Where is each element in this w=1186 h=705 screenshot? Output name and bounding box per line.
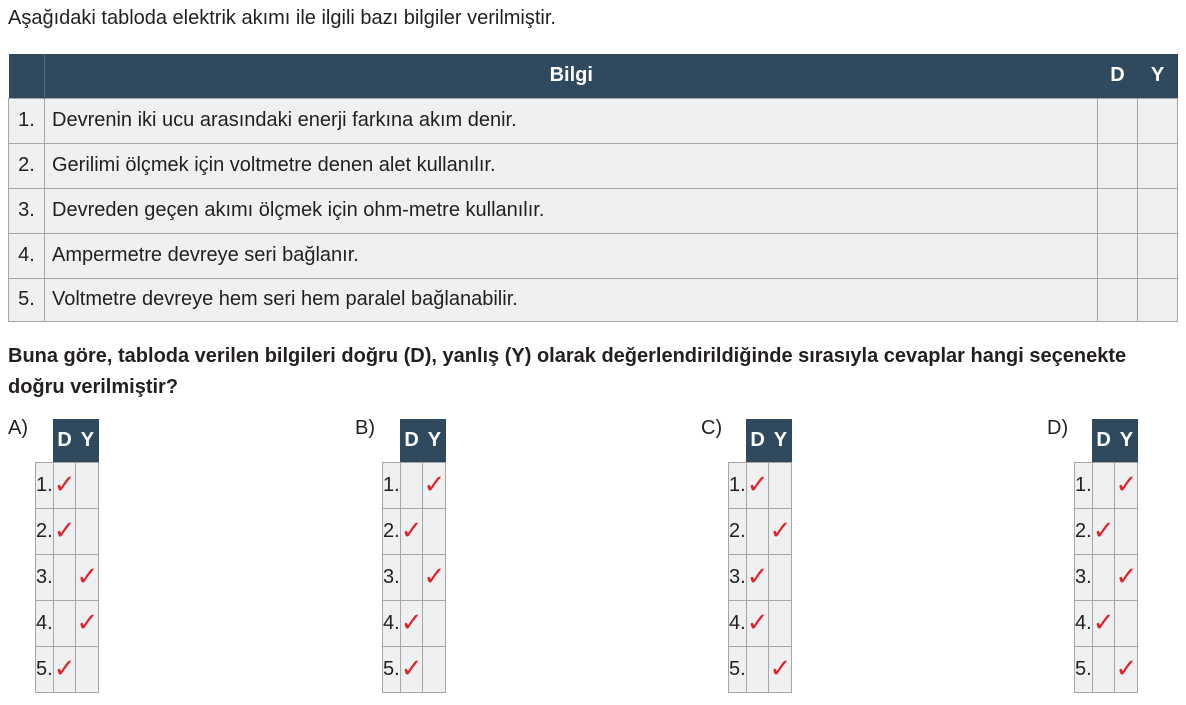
y-answer-cell[interactable] (1138, 98, 1178, 143)
check-mark-icon: ✓ (53, 653, 76, 684)
y-column-header: Y (769, 419, 792, 462)
y-answer-cell[interactable] (1138, 278, 1178, 321)
y-answer-cell (423, 600, 446, 646)
y-answer-cell (769, 508, 792, 554)
row-number: 4. (729, 600, 747, 646)
y-answer-cell (423, 554, 446, 600)
d-column-header: D (400, 419, 423, 462)
check-mark-icon: ✓ (53, 469, 76, 500)
y-answer-cell (76, 508, 99, 554)
table-row (9, 98, 1178, 143)
table-row (36, 508, 99, 554)
d-answer-cell[interactable] (1098, 188, 1138, 233)
table-row (36, 646, 99, 692)
check-mark-icon: ✓ (76, 607, 99, 638)
empty-header-cell (36, 419, 54, 462)
statement-text: Gerilimi ölçmek için voltmetre denen alet kullanılır. (45, 143, 1098, 188)
check-mark-icon: ✓ (400, 607, 423, 638)
row-number: 1. (729, 462, 747, 508)
d-answer-cell (53, 646, 76, 692)
option-letter: A) (8, 417, 28, 439)
d-answer-cell[interactable] (1098, 278, 1138, 321)
empty-header-cell (729, 419, 747, 462)
table-row (9, 278, 1178, 321)
y-answer-cell (76, 646, 99, 692)
row-number: 5. (36, 646, 54, 692)
row-number: 1. (9, 98, 45, 143)
d-answer-cell (53, 508, 76, 554)
y-column-header: Y (423, 419, 446, 462)
d-column-header: D (746, 419, 769, 462)
row-number: 3. (729, 554, 747, 600)
d-answer-cell (1092, 462, 1115, 508)
row-number: 4. (9, 233, 45, 278)
row-number: 1. (383, 462, 401, 508)
d-answer-cell[interactable] (1098, 98, 1138, 143)
table-row (9, 233, 1178, 278)
d-answer-cell (746, 600, 769, 646)
check-mark-icon: ✓ (400, 653, 423, 684)
row-number: 3. (36, 554, 54, 600)
check-mark-icon: ✓ (1115, 469, 1138, 500)
row-number: 3. (1075, 554, 1093, 600)
d-answer-cell (1092, 508, 1115, 554)
row-number: 3. (383, 554, 401, 600)
table-row (9, 143, 1178, 188)
y-answer-cell (1115, 508, 1138, 554)
row-number: 1. (1075, 462, 1093, 508)
d-answer-cell (53, 600, 76, 646)
check-mark-icon: ✓ (746, 607, 769, 638)
table-row (1075, 600, 1138, 646)
row-number: 5. (383, 646, 401, 692)
row-number: 3. (9, 188, 45, 233)
d-answer-cell (746, 508, 769, 554)
d-answer-cell (53, 462, 76, 508)
empty-header-cell (383, 419, 401, 462)
info-table (8, 54, 1178, 322)
check-mark-icon: ✓ (1115, 561, 1138, 592)
y-answer-cell (76, 554, 99, 600)
y-answer-cell[interactable] (1138, 233, 1178, 278)
y-answer-cell (769, 600, 792, 646)
y-answer-cell (423, 508, 446, 554)
empty-header-cell (1075, 419, 1093, 462)
check-mark-icon: ✓ (76, 561, 99, 592)
y-answer-cell[interactable] (1138, 143, 1178, 188)
option-letter: B) (355, 417, 375, 439)
y-answer-cell (1115, 646, 1138, 692)
row-number: 2. (36, 508, 54, 554)
d-answer-cell (1092, 646, 1115, 692)
table-row (1075, 462, 1138, 508)
d-column-header: D (1092, 419, 1115, 462)
d-answer-cell[interactable] (1098, 143, 1138, 188)
y-answer-cell (423, 646, 446, 692)
check-mark-icon: ✓ (400, 515, 423, 546)
row-number: 5. (9, 278, 45, 321)
check-mark-icon: ✓ (746, 469, 769, 500)
y-column-header: Y (1138, 54, 1178, 98)
d-answer-cell (1092, 554, 1115, 600)
table-row (36, 600, 99, 646)
table-row (383, 600, 446, 646)
check-mark-icon: ✓ (53, 515, 76, 546)
d-answer-cell[interactable] (1098, 233, 1138, 278)
table-row (36, 554, 99, 600)
check-mark-icon: ✓ (1092, 607, 1115, 638)
table-row (729, 462, 792, 508)
d-answer-cell (400, 462, 423, 508)
table-row (729, 600, 792, 646)
check-mark-icon: ✓ (1092, 515, 1115, 546)
y-answer-cell (769, 462, 792, 508)
question-text: Buna göre, tabloda verilen bilgileri doğru (D), yanlış (Y) olarak değerlendirildiğinde sırasıyla cevaplar hangi seçenekte doğru verilmiştir? (8, 345, 1127, 398)
row-number: 2. (729, 508, 747, 554)
option-answer-table (382, 419, 446, 693)
y-column-header: Y (1115, 419, 1138, 462)
y-answer-cell (423, 462, 446, 508)
y-answer-cell (769, 646, 792, 692)
d-answer-cell (1092, 600, 1115, 646)
table-row (383, 462, 446, 508)
d-answer-cell (400, 554, 423, 600)
d-answer-cell (746, 646, 769, 692)
statement-text: Ampermetre devreye seri bağlanır. (45, 233, 1098, 278)
option-answer-table (728, 419, 792, 693)
bilgi-column-header: Bilgi (45, 54, 1098, 98)
y-answer-cell (1115, 554, 1138, 600)
d-answer-cell (53, 554, 76, 600)
y-answer-cell[interactable] (1138, 188, 1178, 233)
d-answer-cell (400, 600, 423, 646)
statement-text: Devrenin iki ucu arasındaki enerji farkına akım denir. (45, 98, 1098, 143)
y-answer-cell (1115, 600, 1138, 646)
y-answer-cell (1115, 462, 1138, 508)
check-mark-icon: ✓ (746, 561, 769, 592)
row-number: 2. (383, 508, 401, 554)
option-answer-table (35, 419, 99, 693)
option-answer-table (1074, 419, 1138, 693)
table-row (9, 188, 1178, 233)
y-answer-cell (769, 554, 792, 600)
check-mark-icon: ✓ (769, 515, 792, 546)
table-row (383, 554, 446, 600)
table-row (729, 508, 792, 554)
row-number: 4. (1075, 600, 1093, 646)
table-row (1075, 554, 1138, 600)
d-column-header: D (53, 419, 76, 462)
row-number: 4. (36, 600, 54, 646)
y-answer-cell (76, 462, 99, 508)
row-number: 5. (729, 646, 747, 692)
check-mark-icon: ✓ (769, 653, 792, 684)
table-row (1075, 646, 1138, 692)
table-row (383, 508, 446, 554)
check-mark-icon: ✓ (1115, 653, 1138, 684)
d-answer-cell (746, 554, 769, 600)
row-number: 4. (383, 600, 401, 646)
statement-text: Devreden geçen akımı ölçmek için ohm-metre kullanılır. (45, 188, 1098, 233)
statement-text: Voltmetre devreye hem seri hem paralel bağlanabilir. (45, 278, 1098, 321)
table-row (383, 646, 446, 692)
intro-text: Aşağıdaki tabloda elektrik akımı ile ilgili bazı bilgiler verilmiştir. (8, 7, 556, 29)
row-number: 1. (36, 462, 54, 508)
row-number: 5. (1075, 646, 1093, 692)
table-row (729, 646, 792, 692)
row-number: 2. (9, 143, 45, 188)
table-row (36, 462, 99, 508)
d-answer-cell (400, 508, 423, 554)
table-row (1075, 508, 1138, 554)
number-column-header (9, 54, 45, 98)
option-letter: C) (701, 417, 723, 439)
y-column-header: Y (76, 419, 99, 462)
check-mark-icon: ✓ (423, 469, 446, 500)
option-letter: D) (1047, 417, 1069, 439)
y-answer-cell (76, 600, 99, 646)
check-mark-icon: ✓ (423, 561, 446, 592)
table-row (729, 554, 792, 600)
d-answer-cell (400, 646, 423, 692)
d-column-header: D (1098, 54, 1138, 98)
info-table-header (9, 54, 1178, 98)
d-answer-cell (746, 462, 769, 508)
row-number: 2. (1075, 508, 1093, 554)
